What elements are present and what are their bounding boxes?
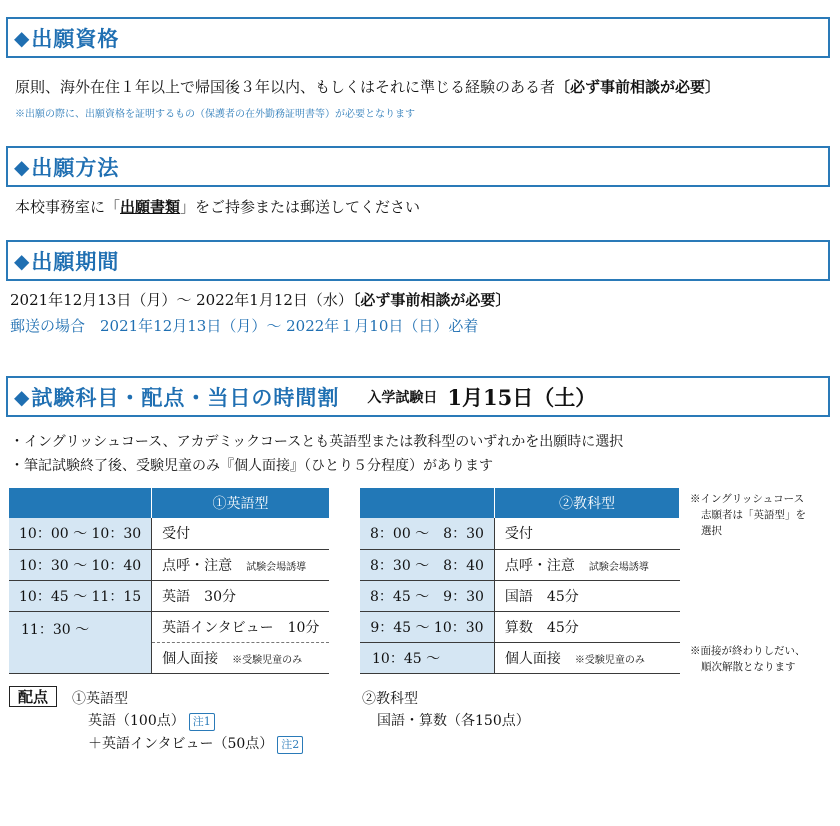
qualification-consult-note: 〔必ず事前相談が必要〕 <box>555 78 721 96</box>
period-line1 <box>10 289 510 310</box>
content-cell <box>152 580 330 611</box>
note-line: 順次解散となります <box>701 661 796 673</box>
time-cell: 9：45 〜 10：30 <box>360 611 494 642</box>
method-text <box>15 196 420 217</box>
note-line: 志願者は「英語型」を <box>701 509 806 521</box>
section-title: 試験科目・配点・当日の時間割 <box>31 384 340 410</box>
content-cell <box>494 642 679 673</box>
course-side-note <box>690 491 806 539</box>
note-line: ※イングリッシュコース <box>690 493 805 505</box>
scoring-english-line1 <box>88 710 215 731</box>
content-note: 試験会場誘導 <box>246 561 307 573</box>
content-text: 点呼・注意 <box>162 557 233 574</box>
content-cell <box>494 518 679 549</box>
diamond-icon: ◆ <box>14 384 30 409</box>
table-row <box>9 518 329 549</box>
dismiss-side-note <box>690 643 806 675</box>
table-row <box>360 642 680 673</box>
table-header: ①英語型 <box>152 488 330 518</box>
time-cell: 10：45 〜 <box>360 642 494 673</box>
note-tag-1: 注1 <box>189 713 215 731</box>
note-tag-2: 注2 <box>277 736 303 754</box>
content-cell <box>494 549 679 580</box>
section-title: 出願資格 <box>31 25 120 51</box>
section-header-method <box>6 146 830 187</box>
note-line: 選択 <box>701 525 722 537</box>
content-text: 英語インタビュー 10分 <box>162 619 320 636</box>
time-cell: 10：00 〜 10：30 <box>9 518 152 549</box>
content-text: 受付 <box>162 526 191 543</box>
content-text: 算数 45分 <box>504 619 579 636</box>
time-cell: 8：00 〜 8：30 <box>360 518 494 549</box>
diamond-icon: ◆ <box>14 25 30 50</box>
diamond-icon: ◆ <box>14 248 30 273</box>
content-cell <box>152 549 330 580</box>
table-header: ②教科型 <box>494 488 679 518</box>
qualification-footnote: ※出願の際に、出願資格を証明するもの（保護者の在外勤務証明書等）が必要となります <box>15 109 415 120</box>
content-cell <box>152 518 330 549</box>
qualification-main: 原則、海外在住１年以上で帰国後３年以内、もしくはそれに準じる経験のある者 <box>15 78 556 96</box>
content-text: 受付 <box>504 526 533 543</box>
application-documents-link[interactable]: 出願書類 <box>120 198 181 216</box>
table-row <box>9 580 329 611</box>
content-text: 国語 45分 <box>504 588 579 605</box>
table-row <box>360 518 680 549</box>
section-header-qualification <box>6 17 830 58</box>
qualification-text <box>15 76 720 97</box>
section-header-exam <box>6 376 830 417</box>
section-title: 出願方法 <box>31 154 120 180</box>
table-row <box>9 611 329 642</box>
time-cell: 8：45 〜 9：30 <box>360 580 494 611</box>
time-cell: 11：30 〜 <box>9 611 152 673</box>
scoring-subject-title: ②教科型 <box>362 691 418 707</box>
section-header-period <box>6 240 830 281</box>
schedule-table-english <box>9 488 330 674</box>
score-text: ＋英語インタビュー（50点） <box>88 736 274 752</box>
exam-bullet-2: ・筆記試験終了後、受験児童のみ『個人面接』（ひとり５分程度）があります <box>10 458 493 474</box>
content-cell <box>152 611 330 642</box>
content-note: ※受験児童のみ <box>232 654 303 666</box>
time-cell: 10：30 〜 10：40 <box>9 549 152 580</box>
period-consult-note: 〔必ず事前相談が必要〕 <box>352 291 511 309</box>
table-row <box>360 580 680 611</box>
table-row <box>9 549 329 580</box>
table-corner <box>360 488 494 518</box>
schedule-table-subject <box>360 488 680 674</box>
content-cell <box>152 642 330 673</box>
content-note: ※受験児童のみ <box>574 654 645 666</box>
exam-date: 1月15日（土） <box>447 384 597 410</box>
content-text: 英語 30分 <box>162 588 236 605</box>
content-text: 個人面接 <box>162 650 219 667</box>
scoring-label: 配点 <box>9 686 57 707</box>
table-row <box>360 611 680 642</box>
period-dates: 2021年12月13日（月）〜 2022年1月12日（水） <box>10 291 353 309</box>
time-cell: 8：30 〜 8：40 <box>360 549 494 580</box>
table-row <box>360 549 680 580</box>
exam-bullet-1: ・イングリッシュコース、アカデミックコースとも英語型または教科型のいずれかを出願時に選択 <box>10 434 624 450</box>
content-cell <box>494 580 679 611</box>
section-title: 出願期間 <box>31 248 120 274</box>
scoring-subject-line1: 国語・算数（各150点） <box>377 713 530 729</box>
method-pre: 本校事務室に「 <box>15 198 121 216</box>
content-text: 個人面接 <box>504 650 561 667</box>
diamond-icon: ◆ <box>14 154 30 179</box>
content-text: 点呼・注意 <box>504 557 575 574</box>
exam-date-label: 入学試験日 <box>367 389 438 406</box>
period-mail-line: 郵送の場合 2021年12月13日（月）〜 2022年１月10日（日）必着 <box>10 317 479 335</box>
score-text: 英語（100点） <box>88 713 185 729</box>
content-note: 試験会場誘導 <box>588 561 649 573</box>
method-post: 」をご持参または郵送してください <box>180 198 421 216</box>
scoring-english-line2 <box>88 733 303 754</box>
table-corner <box>9 488 152 518</box>
time-cell: 10：45 〜 11：15 <box>9 580 152 611</box>
content-cell <box>494 611 679 642</box>
scoring-english-title: ①英語型 <box>72 691 128 707</box>
note-line: ※面接が終わりしだい、 <box>690 645 806 657</box>
